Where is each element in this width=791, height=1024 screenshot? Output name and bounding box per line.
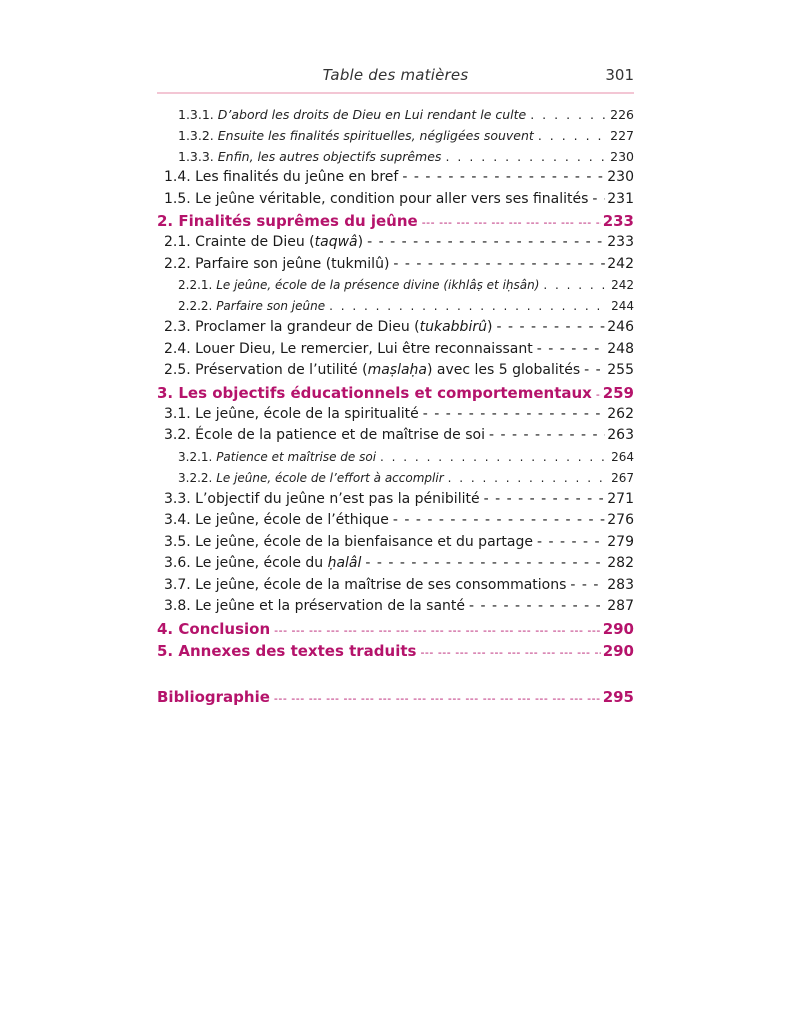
toc-entry-2-3[interactable]: 2.3. Proclamer la grandeur de Dieu (tukabbirû) - - - 246 <box>157 317 634 339</box>
toc-entry-1-3-2[interactable]: 1.3.2. Ensuite les finalités spirituelles, négligées souvent . . . 227 <box>157 125 634 146</box>
toc-entry-title: Patience et maîtrise de soi <box>216 449 377 464</box>
toc-entry-2-1[interactable]: 2.1. Crainte de Dieu (taqwâ) - - - 233 <box>157 232 634 254</box>
dash-leader <box>402 167 605 189</box>
toc-entry-page: 290 <box>602 619 634 638</box>
dash-leader <box>584 360 605 382</box>
dash-leader <box>422 212 601 232</box>
toc-entry-3-3[interactable]: 3.3. L’objectif du jeûne n’est pas la pénibilité - - - 271 <box>157 489 634 511</box>
toc-entry-page: 295 <box>602 687 634 706</box>
dot-leader <box>445 146 608 167</box>
toc-chapter-5[interactable]: 5. Annexes des textes traduits --- - 290 <box>157 640 634 662</box>
toc-entry-3-1[interactable]: 3.1. Le jeûne, école de la spiritualité - - - 262 <box>157 404 634 426</box>
dash-leader <box>537 339 606 361</box>
toc-entry-title: Le jeûne véritable, condition pour aller vers ses finalités <box>195 190 589 207</box>
dot-leader <box>329 296 609 317</box>
dash-leader <box>537 532 605 554</box>
toc-entry-title: Parfaire son jeûne <box>216 299 326 313</box>
toc-entry-1-3-3[interactable]: 1.3.3. Enfin, les autres objectifs suprêmes . . . 230 <box>157 146 634 167</box>
toc-chapter-title: Annexes des textes traduits <box>178 641 417 660</box>
toc-entry-2-5[interactable]: 2.5. Préservation de l’utilité (maṣlaḥa) avec les 5 globalités - - - 255 <box>157 360 634 382</box>
toc-entry-title: Le jeûne et la préservation de la santé <box>195 598 466 614</box>
toc-entry-title: Louer Dieu, Le remercier, Lui être reconnaissant <box>195 340 533 357</box>
toc-entry-3-4[interactable]: 3.4. Le jeûne, école de l’éthique - - - 276 <box>157 510 634 532</box>
dot-leader <box>448 468 609 489</box>
dash-leader <box>365 553 605 575</box>
toc-entry-page: 244 <box>611 299 634 313</box>
table-of-contents <box>157 104 634 708</box>
toc-entry-page: 279 <box>607 533 634 550</box>
running-header-title: Table des matières <box>322 66 469 84</box>
toc-chapter-title: Conclusion <box>178 619 271 638</box>
dot-leader <box>538 125 608 146</box>
toc-entry-2-2-2[interactable]: 2.2.2. Parfaire son jeûne . . . 244 <box>157 296 634 317</box>
dash-leader <box>469 596 605 618</box>
toc-entry-1-4[interactable]: 1.4. Les finalités du jeûne en bref - - - 230 <box>157 167 634 189</box>
toc-entry-page: 242 <box>611 278 634 292</box>
toc-entry-page: 271 <box>607 490 634 507</box>
toc-entry-3-7[interactable]: 3.7. Le jeûne, école de la maîtrise de ses consommations - - - 283 <box>157 575 634 597</box>
toc-entry-page: 242 <box>607 255 634 272</box>
dot-leader <box>530 104 608 125</box>
toc-chapter-4[interactable]: 4. Conclusion --- - 290 <box>157 618 634 640</box>
toc-entry-title: Le jeûne, école de la maîtrise de ses consommations <box>195 576 567 593</box>
toc-entry-title: Enfin, les autres objectifs suprêmes <box>217 149 442 164</box>
toc-entry-page: 255 <box>607 362 634 378</box>
toc-entry-title: Les finalités du jeûne en bref <box>195 169 399 185</box>
toc-entry-page: 282 <box>607 555 634 571</box>
toc-entry-title: Le jeûne, école de l’éthique <box>195 512 389 528</box>
dash-leader <box>393 254 605 276</box>
dash-leader <box>484 489 606 511</box>
dot-leader <box>543 275 609 296</box>
toc-entry-page: 263 <box>607 427 634 443</box>
toc-entry-page: 287 <box>607 598 634 614</box>
toc-entry-3-5[interactable]: 3.5. Le jeûne, école de la bienfaisance et du partage - - - 279 <box>157 532 634 554</box>
toc-entry-title: Le jeûne, école de la présence divine (ikhlâṣ et iḥsân) <box>216 278 540 292</box>
toc-entry-page: 267 <box>611 470 634 485</box>
toc-entry-page: 226 <box>610 107 634 122</box>
dash-leader <box>496 317 605 339</box>
dash-leader <box>274 688 601 708</box>
toc-entry-page: 233 <box>602 212 634 230</box>
toc-entry-page: 259 <box>602 383 634 402</box>
toc-chapter-title: Finalités suprêmes du jeûne <box>178 212 418 230</box>
toc-entry-page: 283 <box>607 576 634 593</box>
dash-leader <box>393 510 605 532</box>
spacer <box>157 662 634 686</box>
toc-entry-3-2[interactable]: 3.2. École de la patience et de maîtrise de soi - - - 263 <box>157 425 634 447</box>
toc-entry-1-5[interactable]: 1.5. Le jeûne véritable, condition pour aller vers ses finalités - - - 231 <box>157 189 634 211</box>
toc-entry-2-2[interactable]: 2.2. Parfaire son jeûne (tukmilû) - - - 242 <box>157 254 634 276</box>
toc-entry-title: Parfaire son jeûne (tukmilû) <box>195 255 390 272</box>
toc-entry-2-2-1[interactable]: 2.2.1. Le jeûne, école de la présence divine (ikhlâṣ et iḥsân) . . . 242 <box>157 275 634 296</box>
toc-entry-title: D’abord les droits de Dieu en Lui rendant le culte <box>217 107 527 122</box>
toc-entry-title: Le jeûne, école de la bienfaisance et du partage <box>195 533 533 550</box>
dash-leader <box>596 384 601 404</box>
toc-chapter-2[interactable]: 2. Finalités suprêmes du jeûne --- - 233 <box>157 210 634 232</box>
header-rule-divider <box>157 92 634 94</box>
toc-entry-page: 246 <box>607 319 634 335</box>
toc-entry-page: 230 <box>610 149 634 164</box>
toc-entry-page: 290 <box>602 641 634 660</box>
running-header <box>157 64 634 88</box>
toc-entry-page: 227 <box>610 128 634 143</box>
toc-chapter-title: Bibliographie <box>157 687 270 706</box>
toc-entry-page: 248 <box>607 340 634 357</box>
toc-entry-2-4[interactable]: 2.4. Louer Dieu, Le remercier, Lui être reconnaissant - - - 248 <box>157 339 634 361</box>
dot-leader <box>380 447 609 468</box>
toc-entry-page: 276 <box>607 512 634 528</box>
dash-leader <box>420 642 600 662</box>
dash-leader <box>570 575 605 597</box>
toc-entry-page: 262 <box>607 405 634 422</box>
toc-entry-3-6[interactable]: 3.6. Le jeûne, école du ḥalâl - - - 282 <box>157 553 634 575</box>
toc-entry-title: Ensuite les finalités spirituelles, négligées souvent <box>217 128 534 143</box>
toc-chapter-3[interactable]: 3. Les objectifs éducationnels et comportementaux --- - 259 <box>157 382 634 404</box>
dash-leader <box>274 620 601 640</box>
toc-entry-1-3-1[interactable]: 1.3.1. D’abord les droits de Dieu en Lui rendant le culte . . . 226 <box>157 104 634 125</box>
dash-leader <box>489 425 605 447</box>
toc-bibliography[interactable] <box>157 686 634 708</box>
toc-entry-page: 264 <box>611 449 634 464</box>
toc-entry-3-2-2[interactable]: 3.2.2. Le jeûne, école de l’effort à accomplir . . . 267 <box>157 468 634 489</box>
dash-leader <box>367 232 605 254</box>
page-number: 301 <box>605 66 634 84</box>
toc-entry-page: 230 <box>607 169 634 185</box>
toc-entry-3-2-1[interactable]: 3.2.1. Patience et maîtrise de soi . . . 264 <box>157 447 634 468</box>
dash-leader <box>423 404 605 426</box>
toc-entry-page: 231 <box>607 190 634 207</box>
dash-leader <box>592 189 605 211</box>
toc-entry-title: École de la patience et de maîtrise de soi <box>195 427 485 443</box>
toc-entry-3-8[interactable]: 3.8. Le jeûne et la préservation de la santé - - - 287 <box>157 596 634 618</box>
toc-entry-title: L’objectif du jeûne n’est pas la pénibilité <box>195 490 480 507</box>
toc-entry-title: Le jeûne, école de l’effort à accomplir <box>216 470 444 485</box>
toc-entry-page: 233 <box>607 234 634 250</box>
toc-entry-title: Le jeûne, école de la spiritualité <box>195 405 419 422</box>
toc-chapter-title: Les objectifs éducationnels et comportementaux <box>178 383 592 402</box>
